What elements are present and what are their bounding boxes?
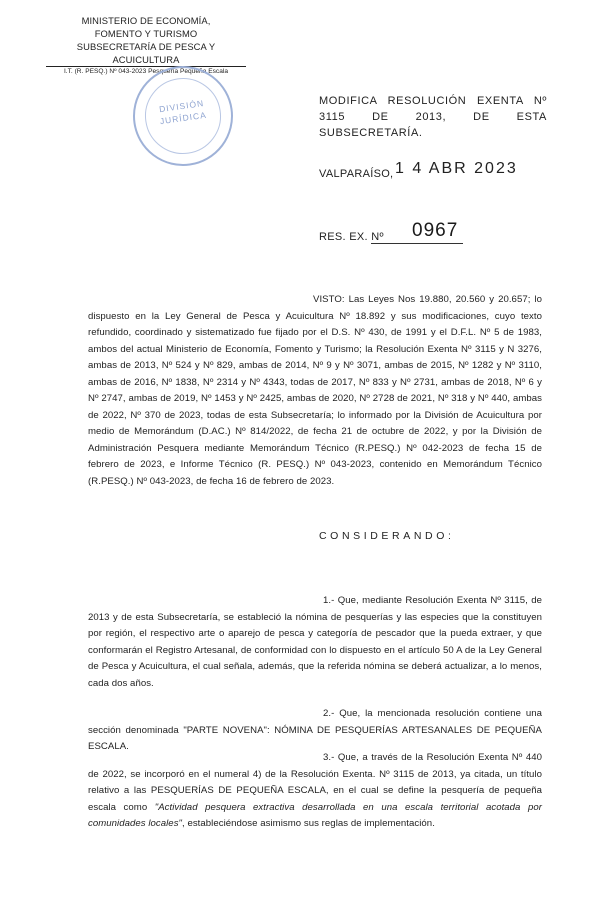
considerando-paragraph-1: 1.- Que, mediante Resolución Exenta Nº 3115, de 2013 y de esta Subsecretaría, se estableció la nómina de pesquerías y las especies que la constituyen por región, el respectivo arte o aparejo de pesca y categoría de pescador que la pueda extraer, y que conformarán el Registro Artesanal, de conformidad con lo dispuesto en el artículo 50 A de la Ley General de Pesca y Acuicultura, el cual señala, además, que la referida nómina se deberá actualizar, a lo menos, cada dos años. — [88, 595, 542, 689]
visto-paragraph: VISTO: Las Leyes Nos 19.880, 20.560 y 20.657; lo dispuesto en la Ley General de Pesca y Acuicultura Nº 18.892 y sus modificaciones, cuyo texto refundido, coordinado y sistematizado fue fijado por el D.S. Nº 430, de 1991 y el D.F.L. Nº 5 de 1983, ambos del actual Ministerio de Economía, Fomento y Turismo; la Resolución Exenta Nº 3115 y N 3276, ambas de 2013, Nº 524 y Nº 829, ambas de 2014, Nº 9 y Nº 3071, ambas de 2015, Nº 1282 y Nº 3110, ambas de 2016, Nº 1838, Nº 2314 y Nº 4343, todas de 2017, Nº 833 y Nº 2731, ambas de 2018, Nº 6 y Nº 2747, ambas de 2019, Nº 1453 y Nº 2425, ambas de 2020, Nº 2728 de 2021, Nº 318 y Nº 440, ambas de 2022, Nº 370 de 2023, todas de esta Subsecretaría; lo informado por la División de Acuicultura por medio de Memorándum (D.AC.) Nº 814/2022, de fecha 21 de octubre de 2022, y por la División de Administración Pesquera mediante Memorándum Técnico (R.PESQ.) Nº 042-2023 de fecha 15 de febrero de 2023, e Informe Técnico (R. PESQ.) Nº 043-2023, contenido en Memorándum Técnico (R.PESQ.) Nº 043-2023, de fecha 16 de febrero de 2023. — [88, 294, 542, 487]
stamp-line-1: DIVISIÓN — [158, 97, 205, 115]
header-line-2: FOMENTO Y TURISMO — [94, 28, 198, 39]
considerando-paragraph-2: 2.- Que, la mencionada resolución contiene una sección denominada "PARTE NOVENA": NÓMINA DE PESQUERÍAS ARTESANALES DE PEQUEÑA ESCALA. — [88, 708, 542, 752]
header-line-3: SUBSECRETARÍA DE PESCA Y ACUICULTURA — [46, 40, 246, 67]
place-label: VALPARAÍSO, — [319, 168, 394, 180]
considerando-heading: CONSIDERANDO: — [319, 530, 455, 542]
resolution-number-label: RES. EX. Nº — [319, 231, 384, 243]
ministry-header — [46, 14, 246, 77]
resolution-subject: MODIFICA RESOLUCIÓN EXENTA Nº 3115 DE 2013, DE ESTA SUBSECRETARÍA. — [319, 95, 547, 139]
header-line-1: MINISTERIO DE ECONOMÍA, — [81, 15, 211, 26]
paragraph-3-quote: "Actividad pesquera extractiva desarrollada en una escala territorial acotada por comunidades locales" — [88, 801, 542, 829]
date-stamp: 1 4 ABR 2023 — [395, 160, 518, 177]
header-line-4: I.T. (R. PESQ.) Nº 043-2023 Pesquería Pequeña Escala — [63, 68, 229, 75]
paragraph-3-text-a: 3.- Que, a través de la Resolución Exenta Nº 440 de 2022, se incorporó en el numeral 4) de la Resolución Exenta. Nº 3115 de 2013, ya citada, un título relativo a las PESQUERÍAS DE PEQUEÑA ESCALA, en el cual se define la pesquería de pequeña escala como — [88, 752, 542, 813]
paragraph-3-text-b: , estableciéndose asimismo sus reglas de implementación. — [182, 818, 435, 829]
resolution-number: 0967 — [412, 220, 459, 241]
stamp-line-2: JURÍDICA — [159, 109, 208, 127]
considerando-paragraph-3 — [88, 750, 542, 833]
resolution-number-underline — [371, 243, 463, 244]
